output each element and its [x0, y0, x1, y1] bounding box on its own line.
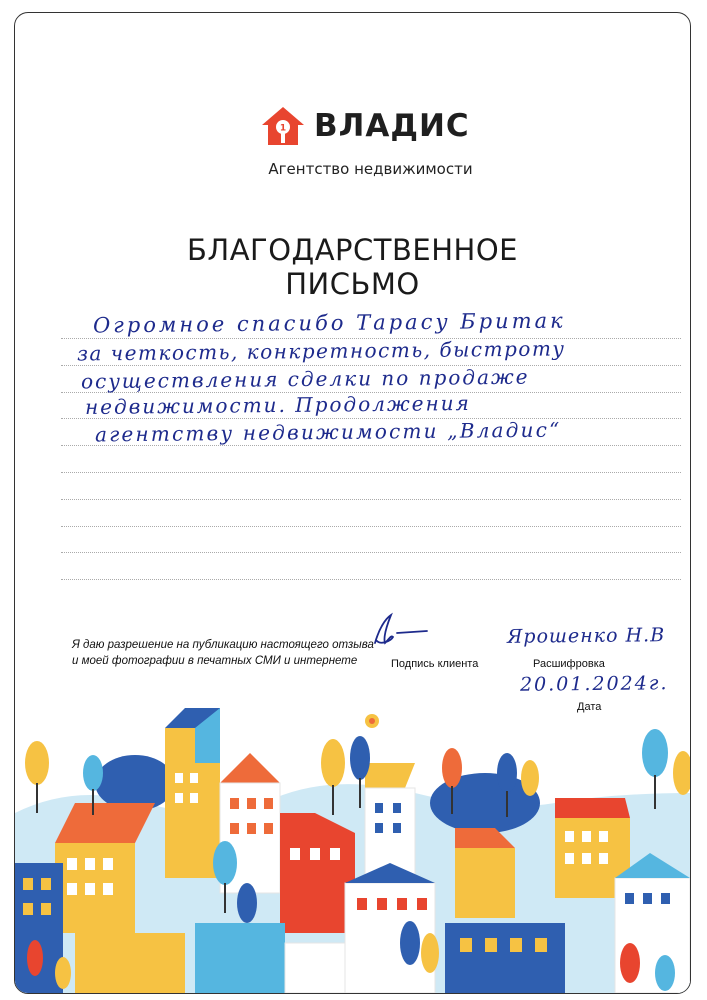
- signature-caption: Подпись клиента: [391, 658, 479, 670]
- city-illustration: [15, 703, 690, 993]
- handwritten-line-1: Огромное спасибо Тарасу Бритак: [92, 308, 566, 338]
- handwritten-line-5: агентству недвижимости „Владис“: [94, 417, 562, 447]
- letter-sheet: [14, 12, 691, 994]
- handwritten-line-2: за четкость, конкретность, быстроту: [76, 336, 566, 366]
- writing-line: [61, 552, 681, 553]
- date-caption: Дата: [577, 701, 602, 713]
- date-value: 20.01.2024г.: [519, 672, 669, 696]
- handwritten-line-3: осуществления сделки по продаже: [80, 364, 530, 394]
- writing-line: [61, 579, 681, 580]
- svg-text:1: 1: [279, 123, 287, 134]
- writing-line: [61, 472, 681, 473]
- writing-line: [61, 526, 681, 527]
- handwritten-line-4: недвижимости. Продолжения: [84, 390, 471, 420]
- client-signature: [367, 609, 437, 649]
- writing-line: [61, 499, 681, 500]
- consent-line-2: и моей фотографии в печатных СМИ и интернете: [72, 655, 358, 667]
- house-key-icon: [260, 105, 306, 147]
- document-title-line-1: БЛАГОДАРСТВЕННОЕ: [187, 233, 518, 267]
- signature-transcript-value: Ярошенко Н.В: [506, 624, 666, 648]
- transcript-caption: Расшифровка: [533, 658, 605, 670]
- logo-tagline: Агентство недвижимости: [268, 160, 473, 178]
- publication-consent: [72, 637, 374, 669]
- document-title-line-2: ПИСЬМО: [285, 267, 420, 301]
- logo-wordmark: ВЛАДИС: [314, 108, 470, 144]
- brand-logo: [260, 105, 470, 147]
- consent-line-1: Я даю разрешение на публикацию настоящего отзыва: [72, 639, 374, 651]
